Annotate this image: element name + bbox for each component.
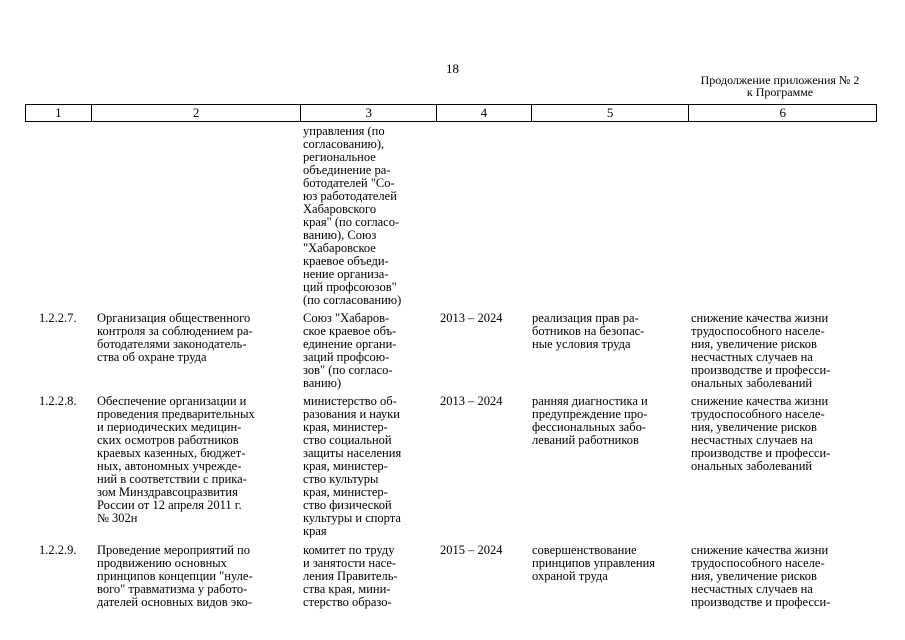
row-number: 1.2.2.7. bbox=[39, 311, 77, 325]
executor-cell: министерство об- разования и науки края, министер- ство социальной защиты населения края, министер- ство культуры края, министер- ство физической культуры и спорта края bbox=[303, 394, 402, 538]
period-cell: 2015 – 2024 bbox=[440, 543, 503, 557]
executor-cell: Союз "Хабаров- ское краевое объ- единение органи- заций профсою- зов" (по согласо- ванию) bbox=[303, 311, 397, 390]
appendix-line-1: Продолжение приложения № 2 bbox=[700, 73, 860, 87]
page-number: 18 bbox=[446, 61, 459, 76]
period-cell: 2013 – 2024 bbox=[440, 394, 503, 408]
result-cell: ранняя диагностика и предупреждение про- фессиональных забо- леваний работников bbox=[532, 394, 648, 447]
executor-cell: комитет по труду и занятости насе- ления Правитель- ства края, мини- стерство образо- bbox=[303, 543, 398, 609]
appendix-note bbox=[640, 74, 905, 98]
measure-cell: Обеспечение организации и проведения предварительных и периодических медицин- ских осмотров работников краевых казенных, бюджет- ных, автономных учрежде- ний в соответствии с прика- зом Минздравсоцразвития России от 12 апреля 2011 г. № 302н bbox=[97, 394, 255, 525]
column-header-1: 1 bbox=[26, 105, 92, 121]
column-header-5: 5 bbox=[532, 105, 690, 121]
consequence-cell: снижение качества жизни трудоспособного населе- ния, увеличение рисков несчастных случаев на производстве и професси- bbox=[691, 543, 831, 609]
row-number: 1.2.2.8. bbox=[39, 394, 77, 408]
column-header-6: 6 bbox=[779, 105, 786, 120]
period-cell: 2013 – 2024 bbox=[440, 311, 503, 325]
column-header-4: 4 bbox=[437, 105, 532, 121]
column-header-2: 2 bbox=[92, 105, 302, 121]
column-header-3: 3 bbox=[301, 105, 437, 121]
consequence-cell: снижение качества жизни трудоспособного населе- ния, увеличение рисков несчастных случаев на производстве и професси- ональных заболеваний bbox=[691, 394, 831, 473]
measure-cell: Организация общественного контроля за соблюдением ра- ботодателями законодатель- ства об охране труда bbox=[97, 311, 253, 364]
table-header bbox=[25, 104, 877, 122]
result-cell: реализация прав ра- ботников на безопас- ные условия труда bbox=[532, 311, 645, 351]
result-cell: совершенствование принципов управления охраной труда bbox=[532, 543, 656, 583]
appendix-line-2: к Программе bbox=[746, 85, 814, 99]
measure-cell: Проведение мероприятий по продвижению основных принципов концепции "нуле- вого" травматизма у работо- дателей основных видов эко- bbox=[97, 543, 253, 609]
continued-executor-cell: управления (по согласованию), региональное объединение ра- ботодателей "Со- юз работодателей Хабаровского края" (по согласо- ванию), Союз "Хабаровское краевое объеди- нение организа- ций профсоюзов" (по согласованию) bbox=[303, 124, 402, 307]
consequence-cell: снижение качества жизни трудоспособного населе- ния, увеличение рисков несчастных случаев на производстве и професси- ональных заболеваний bbox=[691, 311, 831, 390]
row-number: 1.2.2.9. bbox=[39, 543, 77, 557]
